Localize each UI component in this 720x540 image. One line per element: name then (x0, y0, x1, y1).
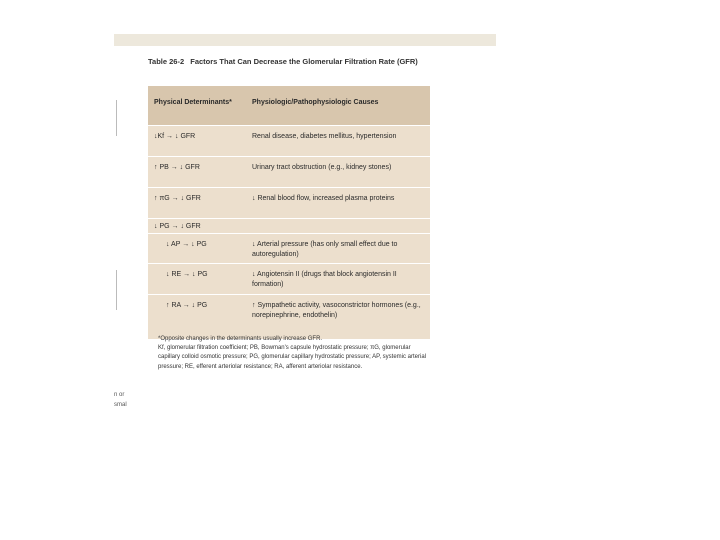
gfr-factors-table (148, 86, 430, 339)
determinant-cell: ↑ PB → ↓ GFR (154, 164, 200, 171)
margin-text-fragment: n or (114, 392, 125, 398)
cause-cell: ↓ Arterial pressure (has only small effect due to autoregulation) (252, 241, 398, 258)
cause-cell: Renal disease, diabetes mellitus, hypertension (252, 133, 397, 140)
margin-rule (116, 270, 117, 310)
determinant-cell: ↑ RA → ↓ PG (166, 302, 208, 309)
column-header-causes: Physiologic/Pathophysiologic Causes (252, 99, 379, 106)
table-row (148, 125, 430, 156)
table-row (148, 156, 430, 187)
table-header-row (148, 86, 430, 125)
table-caption (148, 56, 438, 67)
table-row (148, 218, 430, 233)
cause-cell: ↓ Angiotensin II (drugs that block angiotensin II formation) (252, 271, 397, 288)
table-row (148, 187, 430, 218)
determinant-cell: ↓Kf → ↓ GFR (154, 133, 196, 140)
determinant-cell: ↓ RE → ↓ PG (166, 271, 208, 278)
determinant-cell: ↓ AP → ↓ PG (166, 241, 207, 248)
cause-cell: Urinary tract obstruction (e.g., kidney stones) (252, 164, 392, 171)
determinant-cell: ↓ PG → ↓ GFR (154, 223, 201, 230)
margin-text-fragment: smal (114, 402, 127, 408)
determinant-cell: ↑ πG → ↓ GFR (154, 195, 201, 202)
page-header-bar (114, 34, 496, 46)
table-row (148, 263, 430, 294)
table-row (148, 233, 430, 263)
table-row (148, 294, 430, 339)
margin-rule (116, 100, 117, 136)
cause-cell (246, 219, 430, 233)
table-title: Factors That Can Decrease the Glomerular Filtration Rate (GFR) (190, 57, 418, 66)
column-header-determinants: Physical Determinants* (154, 99, 232, 106)
table-number: Table 26-2 (148, 57, 185, 66)
cause-cell: ↑ Sympathetic activity, vasoconstrictor hormones (e.g., norepinephrine, endothelin) (252, 302, 421, 319)
table-footnote: *Opposite changes in the determinants usually increase GFR. (158, 336, 323, 342)
abbreviation-list: Kf, glomerular filtration coefficient; PB, Bowman's capsule hydrostatic pressure; πG, glomerular capillary colloid osmotic pressure; PG, glomerular capillary hydrostatic pressure; AP, systemic arterial pressure; RE, efferent arteriolar resistance; RA, afferent arteriolar resistance. (158, 345, 426, 370)
cause-cell: ↓ Renal blood flow, increased plasma proteins (252, 195, 395, 202)
table-notes (158, 335, 430, 372)
